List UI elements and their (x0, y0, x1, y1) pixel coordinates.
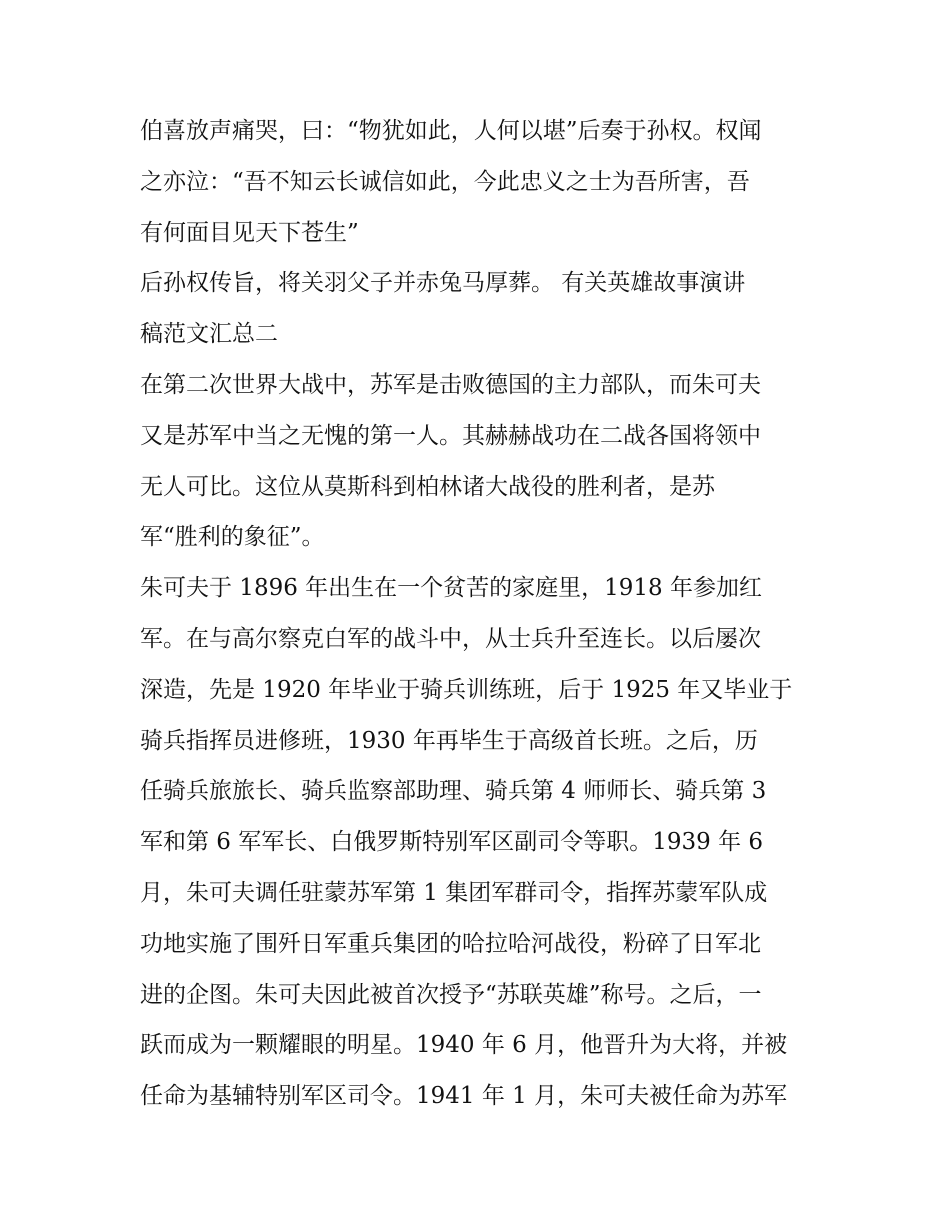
text-line-17: 功地实施了围歼日军重兵集团的哈拉哈河战役，粉碎了日军北 (140, 930, 761, 957)
document-page (140, 106, 815, 1122)
text-line-20: 任命为基辅特别军区司令。1941 年 1 月，朱可夫被任命为苏军 (140, 1083, 788, 1110)
text-line-10: 朱可夫于 1896 年出生在一个贫苦的家庭里，1918 年参加红 (140, 575, 762, 602)
text-line-18: 进的企图。朱可夫因此被首次授予“苏联英雄”称号。之后，一 (140, 981, 762, 1008)
text-line-4: 后孙权传旨，将关羽父子并赤兔马厚葬。 有关英雄故事演讲 (140, 270, 746, 297)
text-line-15: 军和第 6 军军长、白俄罗斯特别军区副司令等职。1939 年 6 (140, 829, 764, 856)
text-line-11: 军。在与高尔察克白军的战斗中，从士兵升至连长。以后屡次 (140, 625, 761, 652)
text-line-16: 月，朱可夫调任驻蒙苏军第 1 集团军群司令，指挥苏蒙军队成 (140, 879, 768, 906)
text-line-12: 深造，先是 1920 年毕业于骑兵训练班，后于 1925 年又毕业于 (140, 676, 793, 703)
text-line-7: 又是苏军中当之无愧的第一人。其赫赫战功在二战各国将领中 (140, 422, 761, 449)
text-line-19: 跃而成为一颗耀眼的明星。1940 年 6 月，他晋升为大将，并被 (140, 1032, 788, 1059)
text-line-9: 军“胜利的象征”。 (140, 524, 325, 551)
text-line-14: 任骑兵旅旅长、骑兵监察部助理、骑兵第 4 师师长、骑兵第 3 (140, 778, 767, 805)
text-line-6: 在第二次世界大战中，苏军是击败德国的主力部队，而朱可夫 (140, 371, 761, 398)
text-line-1: 伯喜放声痛哭，曰：“物犹如此，人何以堪”后奏于孙权。权闻 (140, 118, 762, 144)
text-line-8: 无人可比。这位从莫斯科到柏林诸大战役的胜利者，是苏 (140, 473, 715, 500)
text-line-2: 之亦泣：“吾不知云长诚信如此，今此忠义之士为吾所害，吾 (140, 168, 750, 195)
text-line-3: 有何面目见天下苍生” (140, 219, 359, 246)
text-line-13: 骑兵指挥员进修班，1930 年再毕生于高级首长班。之后，历 (140, 727, 758, 754)
text-line-5: 稿范文汇总二 (140, 321, 278, 348)
